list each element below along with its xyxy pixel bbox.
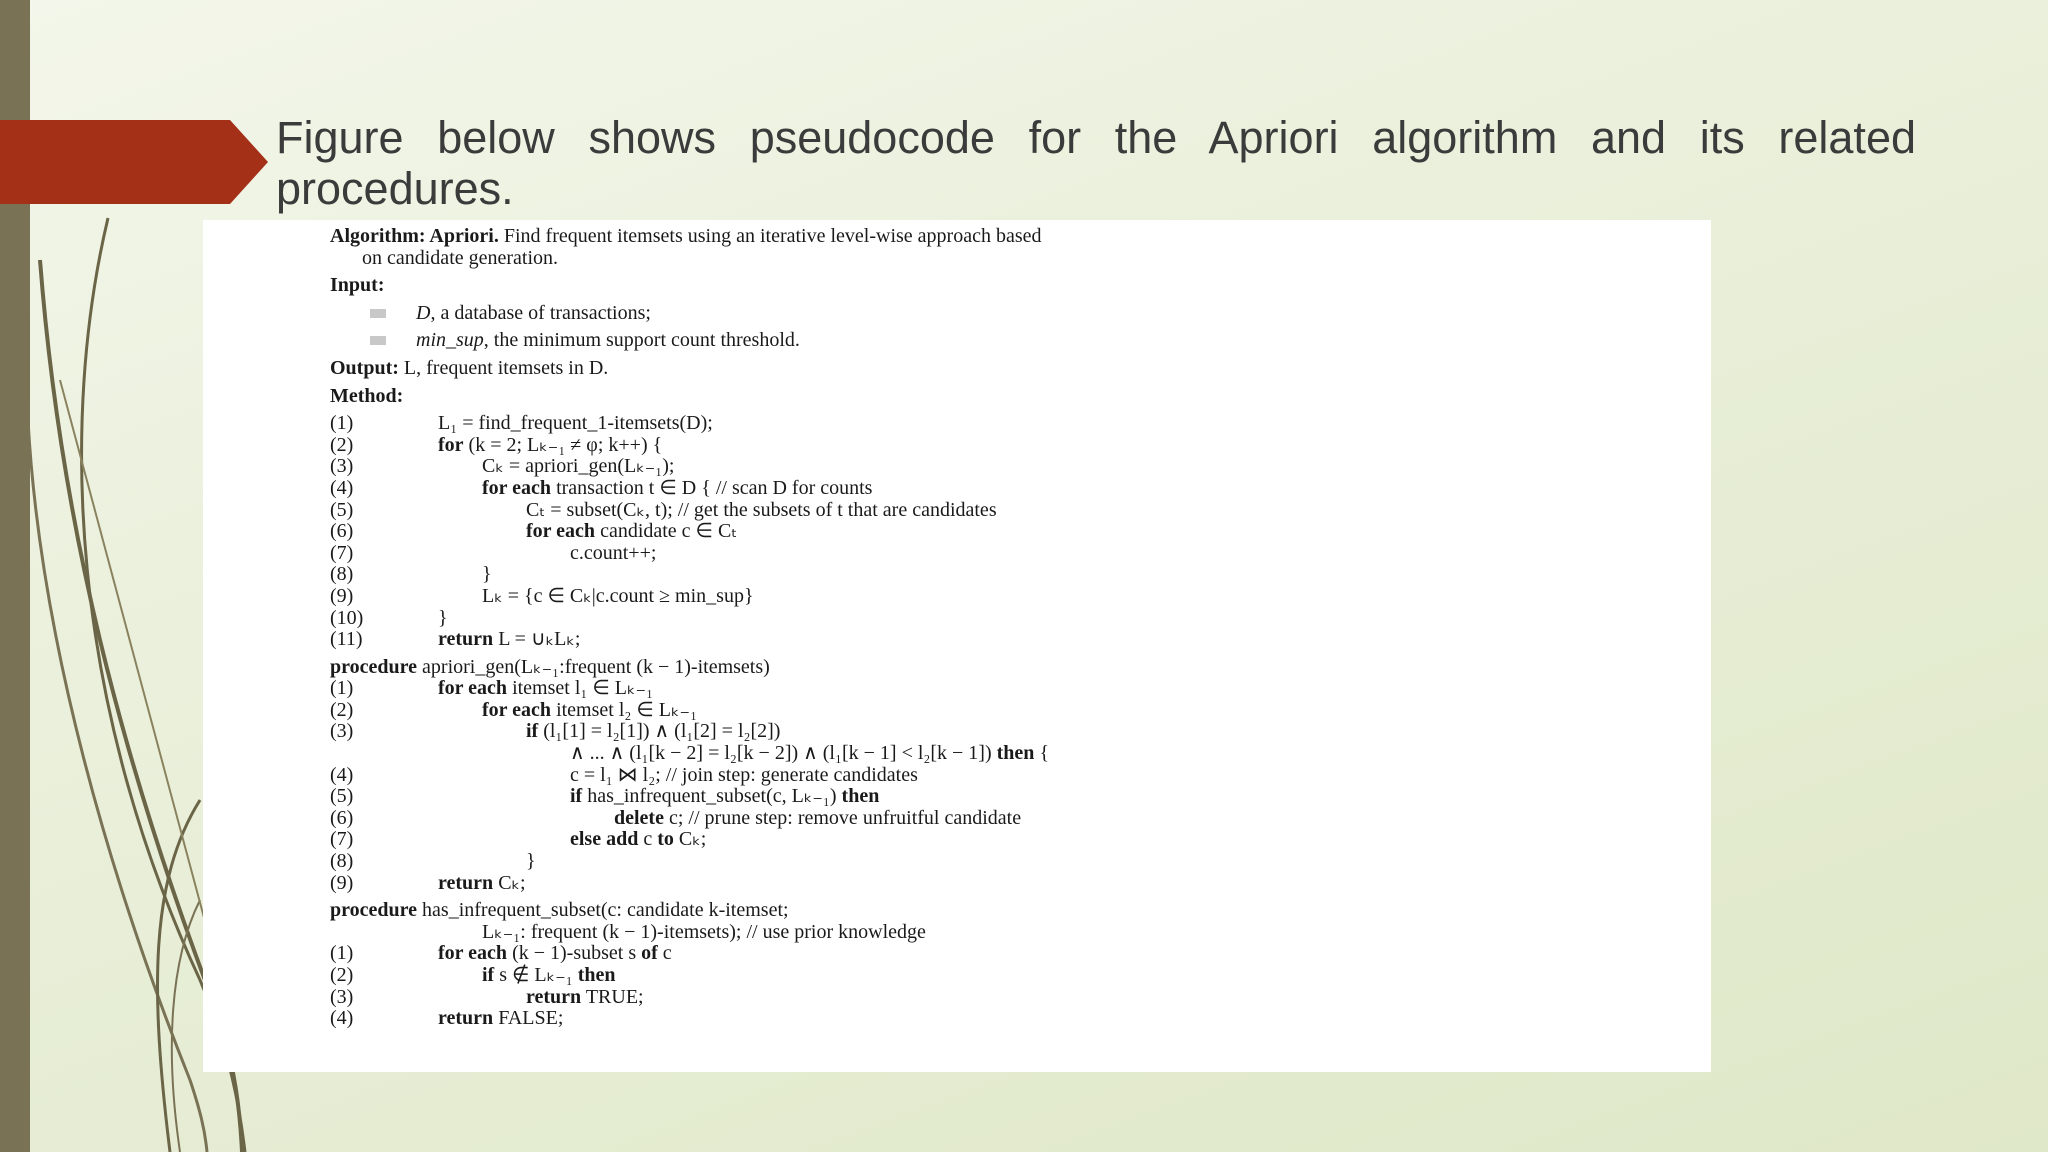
method-label: Method: <box>330 384 404 407</box>
line-body <box>438 699 697 721</box>
code-line <box>330 922 1690 944</box>
code-text: TRUE; <box>581 985 644 1008</box>
keyword: then <box>577 964 616 986</box>
code-line <box>330 543 1690 565</box>
code-line <box>330 330 1690 352</box>
line-number: (4) <box>330 1007 354 1030</box>
line-number: (9) <box>330 871 354 894</box>
line-body <box>438 764 918 786</box>
line-number: (3) <box>330 720 354 743</box>
code-line <box>330 303 1690 325</box>
line-body <box>438 742 1049 764</box>
output-text: L, frequent itemsets in D. <box>398 356 609 379</box>
code-text: (k = 2; Lₖ₋₁ ≠ φ; k++) { <box>463 433 663 456</box>
line-body <box>438 520 737 542</box>
keyword: return <box>438 628 494 651</box>
keyword: then <box>996 742 1035 765</box>
code-text: Cₜ = subset(Cₖ, t); // get the subsets of t that are candidates <box>526 498 997 521</box>
code-line <box>330 358 1690 380</box>
code-text: c; // prune step: remove unfruitful candidate <box>663 806 1022 829</box>
line-number: (4) <box>330 476 354 499</box>
line-number: (10) <box>330 606 364 629</box>
line-body <box>438 677 653 699</box>
line-number: (1) <box>330 942 354 965</box>
keyword: for each <box>482 698 552 721</box>
pseudocode-figure <box>203 220 1711 1072</box>
line-body <box>438 477 872 499</box>
input-text: , the minimum support count threshold. <box>483 329 800 352</box>
line-body <box>438 986 644 1008</box>
keyword: for each <box>438 677 508 700</box>
line-number: (1) <box>330 677 354 700</box>
code-line <box>330 900 1690 922</box>
code-text: c <box>638 828 658 851</box>
code-text: Cₖ; <box>673 828 707 851</box>
algorithm-description: Find frequent itemsets using an iterative level-wise approach based <box>498 225 1042 247</box>
code-text: FALSE; <box>493 1007 564 1030</box>
keyword: of <box>641 942 658 965</box>
code-line <box>330 248 1690 270</box>
code-line <box>330 721 1690 743</box>
keyword: to <box>657 828 674 851</box>
code-text: has_infrequent_subset(c, Lₖ₋₁) <box>582 785 842 808</box>
line-body <box>438 942 672 964</box>
code-text: c.count++; <box>570 541 657 564</box>
code-text: Lₖ = {c ∈ Cₖ|c.count ≥ min_sup} <box>482 584 754 607</box>
code-line <box>330 478 1690 500</box>
line-number: (4) <box>330 763 354 786</box>
code-text: candidate c ∈ Cₜ <box>595 520 738 543</box>
procedure-signature: has_infrequent_subset(c: candidate k-itemset; <box>417 899 789 922</box>
code-line <box>330 275 1690 297</box>
procedure-signature: apriori_gen(Lₖ₋₁:frequent (k − 1)-itemsets) <box>417 655 770 678</box>
code-text: { <box>1034 742 1050 765</box>
code-line <box>330 829 1690 851</box>
line-body <box>438 455 674 477</box>
line-body <box>438 807 1021 829</box>
keyword: if <box>526 720 539 743</box>
line-number: (11) <box>330 628 363 651</box>
code-text: Cₖ; <box>493 871 526 894</box>
code-text: Cₖ = apriori_gen(Lₖ₋₁); <box>482 455 675 478</box>
keyword: if <box>482 964 495 986</box>
code-text: itemset l₂ ∈ Lₖ₋₁ <box>551 698 698 721</box>
bullet-arrow-icon <box>0 120 268 204</box>
line-number: (7) <box>330 828 354 851</box>
code-text: c <box>657 942 672 965</box>
line-body <box>438 628 580 650</box>
code-line <box>330 943 1690 965</box>
code-text: (l₁[1] = l₂[1]) ∧ (l₁[2] = l₂[2]) <box>538 720 781 743</box>
keyword: else add <box>570 828 639 851</box>
code-line <box>330 629 1690 651</box>
line-number: (2) <box>330 698 354 721</box>
code-line <box>330 608 1690 630</box>
line-body <box>438 434 662 456</box>
keyword: for each <box>482 476 552 499</box>
code-line <box>330 873 1690 895</box>
code-line <box>330 435 1690 457</box>
code-line <box>330 456 1690 478</box>
code-text: } <box>526 850 536 873</box>
code-line <box>330 987 1690 1009</box>
code-text: s ∉ Lₖ₋₁ <box>494 964 578 986</box>
line-number: (8) <box>330 563 354 586</box>
keyword: procedure <box>330 655 418 678</box>
code-line <box>330 500 1690 522</box>
code-line <box>330 700 1690 722</box>
line-number: (2) <box>330 433 354 456</box>
code-line <box>330 386 1690 408</box>
code-text: (k − 1)-subset s <box>507 942 642 965</box>
code-line <box>330 965 1690 987</box>
line-body <box>438 828 706 850</box>
keyword: for each <box>438 942 508 965</box>
line-number: (3) <box>330 985 354 1008</box>
line-body <box>438 720 780 742</box>
output-label: Output: <box>330 356 399 379</box>
input-symbol: D <box>416 301 431 324</box>
line-number: (2) <box>330 964 354 986</box>
line-body <box>438 850 536 872</box>
input-symbol: min_sup <box>416 329 484 352</box>
line-body <box>438 785 879 807</box>
line-number: (9) <box>330 584 354 607</box>
line-number: (6) <box>330 520 354 543</box>
line-body <box>438 499 997 521</box>
keyword: procedure <box>330 899 418 922</box>
keyword: return <box>438 871 494 894</box>
bullet-square-icon <box>370 336 386 345</box>
line-body <box>438 607 448 629</box>
pseudocode-block <box>330 226 1690 1030</box>
code-text: itemset l₁ ∈ Lₖ₋₁ <box>507 677 654 700</box>
code-line <box>330 413 1690 435</box>
code-text: L₁ = find_frequent_1-itemsets(D); <box>438 412 713 435</box>
code-line <box>330 521 1690 543</box>
line-body <box>438 1007 563 1029</box>
code-line <box>330 226 1690 248</box>
keyword: then <box>841 785 880 808</box>
slide-heading: Figure below shows pseudocode for the Apriori algorithm and its related procedures. <box>276 112 1916 214</box>
line-body <box>438 563 492 585</box>
line-body <box>438 585 754 607</box>
code-text: } <box>438 606 448 629</box>
code-line <box>330 657 1690 679</box>
bullet-square-icon <box>370 309 386 318</box>
code-line <box>330 808 1690 830</box>
code-line <box>330 786 1690 808</box>
code-text: ∧ ... ∧ (l₁[k − 2] = l₂[k − 2]) ∧ (l₁[k − 1] < l₂[k − 1]) <box>570 742 997 765</box>
line-body <box>438 964 615 986</box>
line-number: (8) <box>330 850 354 873</box>
code-line <box>330 678 1690 700</box>
code-line <box>330 765 1690 787</box>
line-body <box>438 872 526 894</box>
code-line <box>330 1008 1690 1030</box>
code-line <box>330 586 1690 608</box>
code-text: L = ∪ₖLₖ; <box>493 628 581 651</box>
code-text: } <box>482 563 492 586</box>
keyword: return <box>526 985 582 1008</box>
code-line <box>330 564 1690 586</box>
code-text: c = l₁ ⋈ l₂; // join step: generate candidates <box>570 763 918 786</box>
keyword: for <box>438 433 464 456</box>
line-number: (5) <box>330 498 354 521</box>
keyword: if <box>570 785 583 808</box>
line-number: (5) <box>330 785 354 808</box>
line-body <box>438 412 713 434</box>
line-number: (1) <box>330 412 354 435</box>
code-text: transaction t ∈ D { // scan D for counts <box>551 476 873 499</box>
code-line <box>330 743 1690 765</box>
line-number: (6) <box>330 806 354 829</box>
input-text: , a database of transactions; <box>430 301 651 324</box>
line-body <box>438 542 656 564</box>
algorithm-description: on candidate generation. <box>362 246 559 269</box>
keyword: for each <box>526 520 596 543</box>
keyword: return <box>438 1007 494 1030</box>
code-line <box>330 851 1690 873</box>
procedure-signature: Lₖ₋₁: frequent (k − 1)-itemsets); // use prior knowledge <box>482 920 926 943</box>
input-label: Input: <box>330 274 385 297</box>
line-number: (7) <box>330 541 354 564</box>
line-number: (3) <box>330 455 354 478</box>
keyword: delete <box>614 806 664 829</box>
algorithm-title: Algorithm: Apriori. <box>330 225 499 247</box>
